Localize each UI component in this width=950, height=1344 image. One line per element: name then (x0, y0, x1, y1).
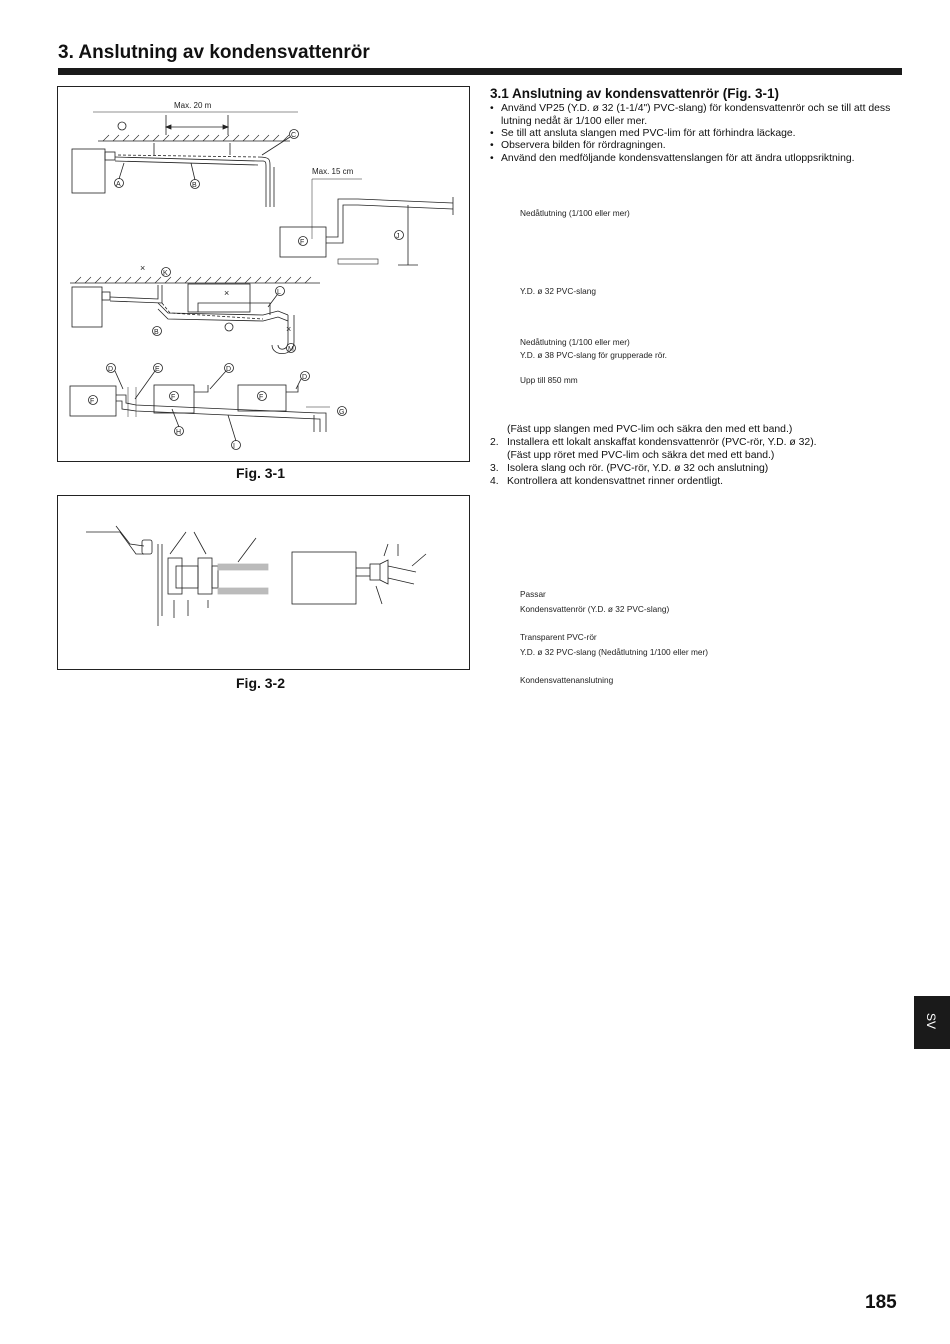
legend-item: Transparent PVC-rör (520, 632, 597, 642)
svg-text:F: F (259, 394, 264, 401)
page-number: 185 (865, 1292, 897, 1313)
language-tab (914, 996, 950, 1049)
figure-3-2 (57, 495, 470, 670)
legend-item: Kondensvattenrör (Y.D. ø 32 PVC-slang) (520, 604, 670, 614)
svg-text:F: F (90, 398, 95, 405)
bullet-item: • Observera bilden för rördragningen. (490, 140, 666, 151)
marker-h (175, 427, 184, 437)
marker-a (115, 179, 124, 189)
svg-text:H: H (176, 429, 182, 436)
figure-3-1-caption: Fig. 3-1 (236, 465, 286, 481)
bullet-item: • Använd VP25 (Y.D. ø 32 (1-1/4") PVC-slang) för kondensvattenrör och se till att dess lutning nedåt är 1/100 eller mer. (490, 103, 891, 127)
language-tab-label: SV (924, 1012, 939, 1030)
svg-text:G: G (339, 409, 345, 416)
marker-k (162, 268, 171, 278)
max-15cm-label: Max. 15 cm (312, 167, 354, 176)
marker-m (287, 344, 296, 354)
legend-item: Y.D. ø 32 PVC-slang (Nedåtlutning 1/100 eller mer) (520, 647, 709, 657)
bullet-item: • Se till att ansluta slangen med PVC-lim för att förhindra läckage. (490, 128, 796, 139)
bullet-item: • Använd den medföljande kondensvattenslangen för att ändra utloppsriktning. (490, 153, 855, 164)
step-item: 3. Isolera slang och rör. (PVC-rör, Y.D. ø 32 och anslutning) (490, 463, 769, 474)
step-item: (Fäst upp röret med PVC-lim och säkra det med ett band.) (507, 450, 775, 461)
svg-text:F: F (171, 394, 176, 401)
legend-item: Nedåtlutning (1/100 eller mer) (520, 208, 630, 218)
marker-b-2 (153, 327, 162, 337)
marker-f-3 (170, 392, 179, 402)
marker-c (290, 130, 299, 140)
marker-f-4 (258, 392, 267, 402)
marker-l (276, 287, 285, 297)
cross-mark-3: × (286, 324, 292, 334)
legend-item: Y.D. ø 38 PVC-slang för grupperade rör. (520, 350, 667, 360)
cross-mark-1: × (140, 263, 146, 273)
marker-d-1 (107, 364, 116, 374)
step-1-note: (Fäst upp slangen med PVC-lim och säkra den med ett band.) (507, 424, 793, 435)
svg-text:J: J (396, 233, 400, 240)
svg-text:D: D (226, 366, 232, 373)
marker-f-2 (89, 396, 98, 406)
cross-mark-2: × (224, 288, 230, 298)
marker-j (395, 231, 404, 241)
max-20m-label: Max. 20 m (174, 101, 212, 110)
marker-f-1 (299, 237, 308, 247)
svg-text:I: I (233, 443, 235, 450)
marker-i (232, 441, 241, 451)
legend-item: Kondensvattenanslutning (520, 675, 614, 685)
marker-d-3 (301, 372, 310, 382)
svg-text:C: C (291, 132, 297, 139)
svg-text:B: B (154, 329, 159, 336)
section-heading: 3.1 Anslutning av kondensvattenrör (Fig. 3-1) (490, 86, 780, 101)
step-item: 4. Kontrollera att kondensvattnet rinner ordentligt. (490, 476, 724, 487)
legend-item: Upp till 850 mm (520, 375, 578, 385)
marker-g (338, 407, 347, 417)
legend-item: Nedåtlutning (1/100 eller mer) (520, 337, 630, 347)
figure-3-1-drawing (58, 87, 469, 461)
svg-text:K: K (163, 270, 168, 277)
svg-text:B: B (192, 182, 197, 189)
figure-3-1 (57, 86, 470, 462)
marker-b (191, 180, 200, 190)
step-item: 2. Installera ett lokalt anskaffat kondensvattenrör (PVC-rör, Y.D. ø 32). (490, 437, 817, 448)
legend-item: Y.D. ø 32 PVC-slang (520, 286, 596, 296)
figure-3-2-caption: Fig. 3-2 (236, 675, 286, 691)
svg-text:F: F (300, 239, 305, 246)
page-title: 3. Anslutning av kondensvattenrör (58, 42, 370, 63)
svg-text:M: M (288, 346, 294, 353)
svg-text:A: A (116, 181, 121, 188)
figure-3-2-drawing (58, 496, 469, 669)
legend-item: Passar (520, 589, 546, 599)
svg-text:E: E (155, 366, 160, 373)
svg-text:D: D (302, 374, 308, 381)
svg-text:D: D (108, 366, 114, 373)
svg-text:L: L (277, 289, 281, 296)
title-rule (58, 68, 902, 75)
